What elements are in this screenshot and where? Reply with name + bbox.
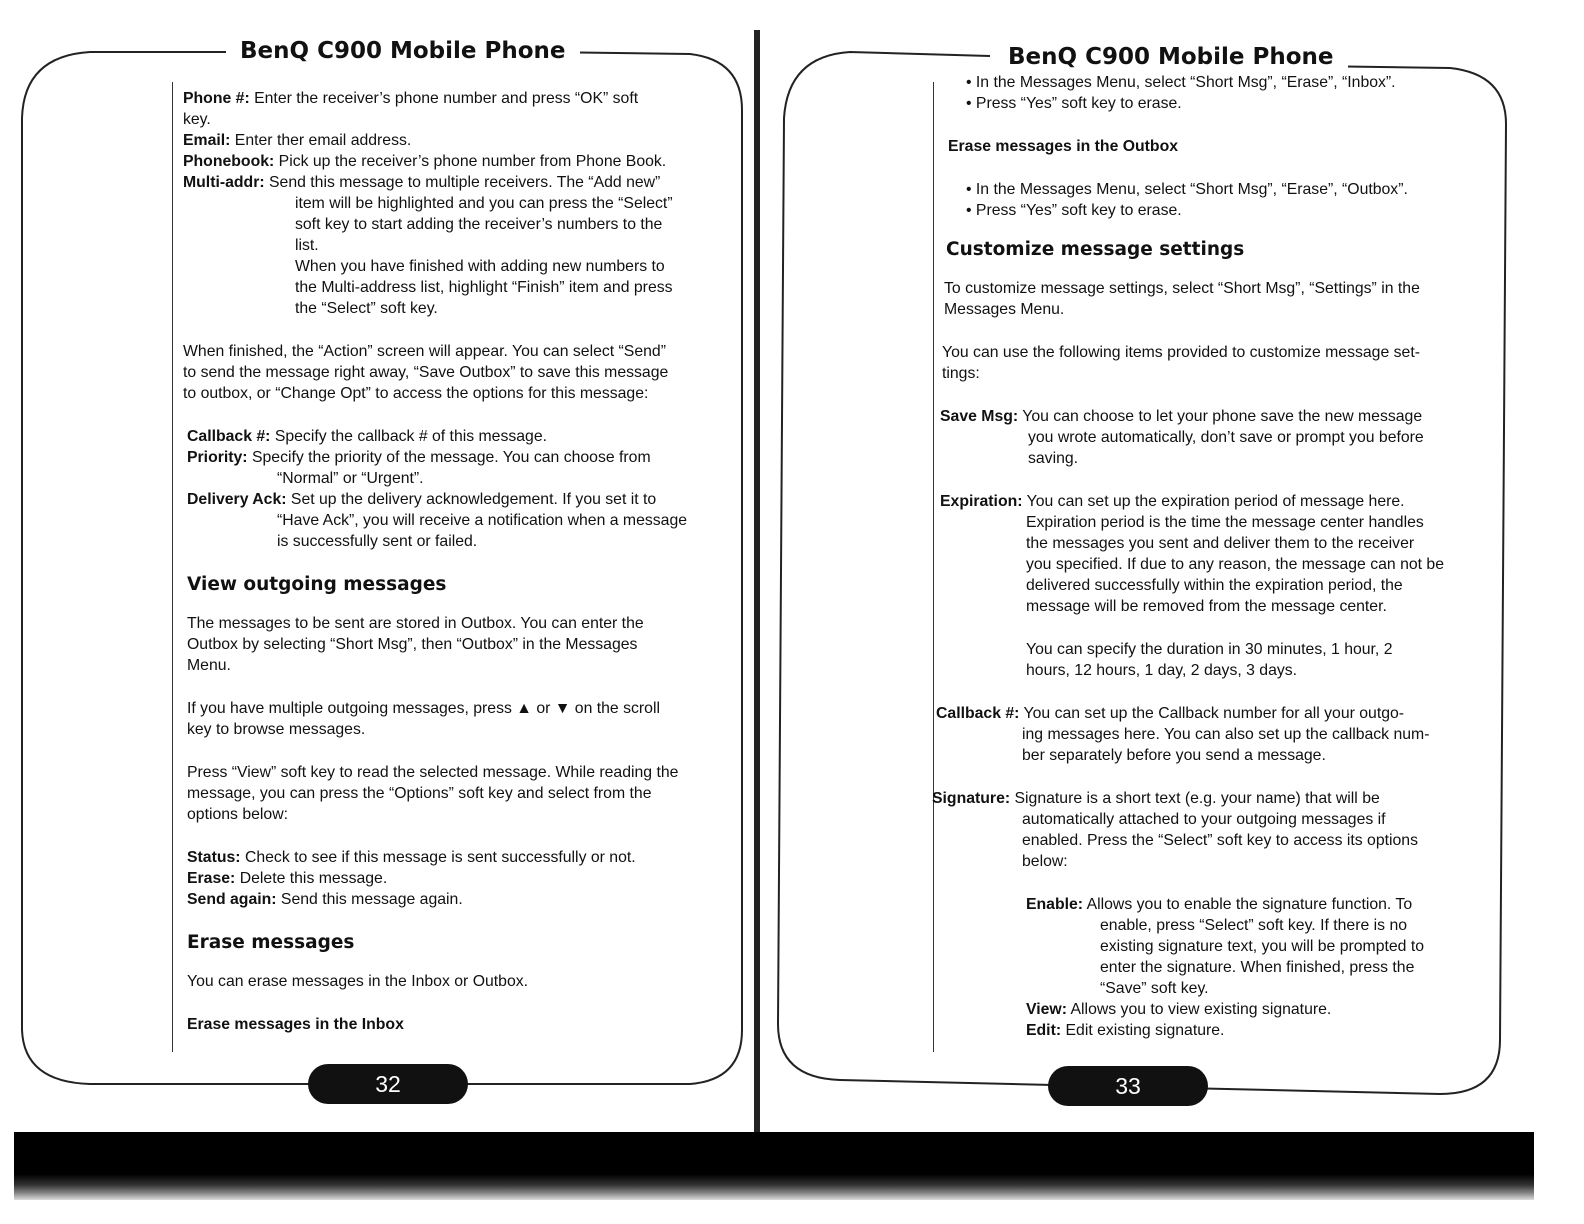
def-view: View: Allows you to view existing signature. — [1026, 1001, 1332, 1018]
def-email: Email: Enter ther email address. — [183, 132, 412, 149]
def-delivery-ack: Delivery Ack: Set up the delivery acknowledgement. If you set it to — [187, 491, 657, 508]
right-defs3: Enable: Allows you to enable the signature function. To enable, press “Select” soft key. If there is no existing signature text, you will be prompted to enter the signature. When finished, press the “Save” soft key. View: Allows you to view existing signature. Edit: Edit existing signature. — [1026, 894, 1480, 1041]
def-callback: Callback #: Specify the callback # of this message. — [187, 428, 548, 445]
para-items: You can use the following items provided to customize message set- tings: — [942, 344, 1420, 382]
def-erase: Erase: Delete this message. — [187, 870, 388, 887]
heading-erase-outbox: Erase messages in the Outbox — [948, 138, 1179, 155]
para-multiple: If you have multiple outgoing messages, press ▲ or ▼ on the scroll key to browse messages. — [187, 700, 660, 738]
para-outbox: The messages to be sent are stored in Outbox. You can enter the Outbox by selecting “Short Msg”, then “Outbox” in the Messages Menu. — [187, 615, 644, 674]
heading-view-outgoing: View outgoing messages — [187, 574, 447, 595]
def-priority: Priority: Specify the priority of the message. You can choose from — [187, 449, 651, 466]
def-edit: Edit: Edit existing signature. — [1026, 1022, 1225, 1039]
right-defs: Save Msg: You can choose to let your phone save the new message you wrote automatically, don’t save or prompt you before saving. Expiration: You can set up the expiration period of message here. Expiration period is the time the message center handles the messages you sent and deliver them to the receiver you specified. If due to any reason, the message can not be delivered successfully within the expiration period, the message will be removed from the message center. You can specify the duration in 30 minutes, 1 hour, 2 hours, 12 hours, 1 day, 2 days, 3 days. — [940, 406, 1480, 681]
heading-erase-inbox: Erase messages in the Inbox — [187, 1016, 404, 1033]
def-send-again: Send again: Send this message again. — [187, 891, 463, 908]
bullets-outbox: • In the Messages Menu, select “Short Msg”, “Erase”, “Outbox”. • Press “Yes” soft key to erase. — [966, 181, 1408, 219]
right-page-content — [932, 72, 1480, 1041]
down-arrow-icon: ▼ — [554, 700, 571, 717]
def-callback-right: Callback #: You can set up the Callback number for all your outgo- — [936, 705, 1405, 722]
para-duration: You can specify the duration in 30 minutes, 1 hour, 2 — [1026, 641, 1393, 658]
book-spine — [754, 30, 760, 1140]
def-expiration: Expiration: You can set up the expiration period of message here. — [940, 493, 1405, 510]
left-page-header: BenQ C900 Mobile Phone — [226, 38, 580, 64]
left-page-content — [183, 88, 718, 1035]
def-phone: Phone #: Enter the receiver’s phone number and press “OK” soft — [183, 90, 639, 107]
def-enable: Enable: Allows you to enable the signature function. To — [1026, 896, 1413, 913]
scan-bottom-edge — [14, 1132, 1534, 1200]
right-defs2: Callback #: You can set up the Callback number for all your outgo- ing messages here. You can also set up the callback num- ber separately before you send a message. Signature: Signature is a short text (e.g. your name) that will be automatically attached to your outgoing messages if enabled. Press the “Select” soft key to access its options below: — [936, 703, 1480, 872]
left-defs: Phone #: Enter the receiver’s phone number and press “OK” soft key. Email: Enter ther email address. Phonebook: Pick up the receiver’s phone number from Phone Book. Multi-addr: Send this message to multiple receivers. The “Add new” item will be highlighted and you can press the “Select” soft key to start adding the receiver’s numbers to the list. When you have finished with adding new numbers to the Multi-address list, highlight “Finish” item and press the “Select” soft key. — [183, 88, 718, 319]
para-erase: You can erase messages in the Inbox or Outbox. — [187, 973, 529, 990]
heading-erase-messages: Erase messages — [187, 932, 355, 953]
right-page-number: 33 — [1048, 1066, 1208, 1106]
right-margin-rule — [933, 82, 934, 1052]
heading-customize: Customize message settings — [946, 239, 1245, 260]
right-page-header: BenQ C900 Mobile Phone — [994, 44, 1348, 70]
up-arrow-icon: ▲ — [516, 700, 532, 717]
bullets-inbox: • In the Messages Menu, select “Short Msg”, “Erase”, “Inbox”. • Press “Yes” soft key to erase. — [966, 74, 1396, 112]
def-signature: Signature: Signature is a short text (e.g. your name) that will be — [932, 790, 1380, 807]
para-press-view: Press “View” soft key to read the selected message. While reading the message, you can press the “Options” soft key and select from the options below: — [187, 764, 679, 823]
left-page-number: 32 — [308, 1064, 468, 1104]
left-defs2: Callback #: Specify the callback # of this message. Priority: Specify the priority of the message. You can choose from “Normal” or “Urgent”. Delivery Ack: Set up the delivery acknowledgement. If you set it to “Have Ack”, you will receive a notification when a message is successfully sent or failed. — [187, 426, 718, 552]
def-save-msg: Save Msg: You can choose to let your phone save the new message — [940, 408, 1423, 425]
def-multiaddr: Multi-addr: Send this message to multiple receivers. The “Add new” — [183, 174, 661, 191]
para-customize: To customize message settings, select “Short Msg”, “Settings” in the Messages Menu. — [944, 280, 1420, 318]
left-defs3 — [187, 847, 718, 910]
def-status: Status: Check to see if this message is sent successfully or not. — [187, 849, 636, 866]
def-phonebook: Phonebook: Pick up the receiver’s phone number from Phone Book. — [183, 153, 667, 170]
para-action: When finished, the “Action” screen will appear. You can select “Send” to send the message right away, “Save Outbox” to save this message to outbox, or “Change Opt” to access the options for this message: — [183, 343, 669, 402]
